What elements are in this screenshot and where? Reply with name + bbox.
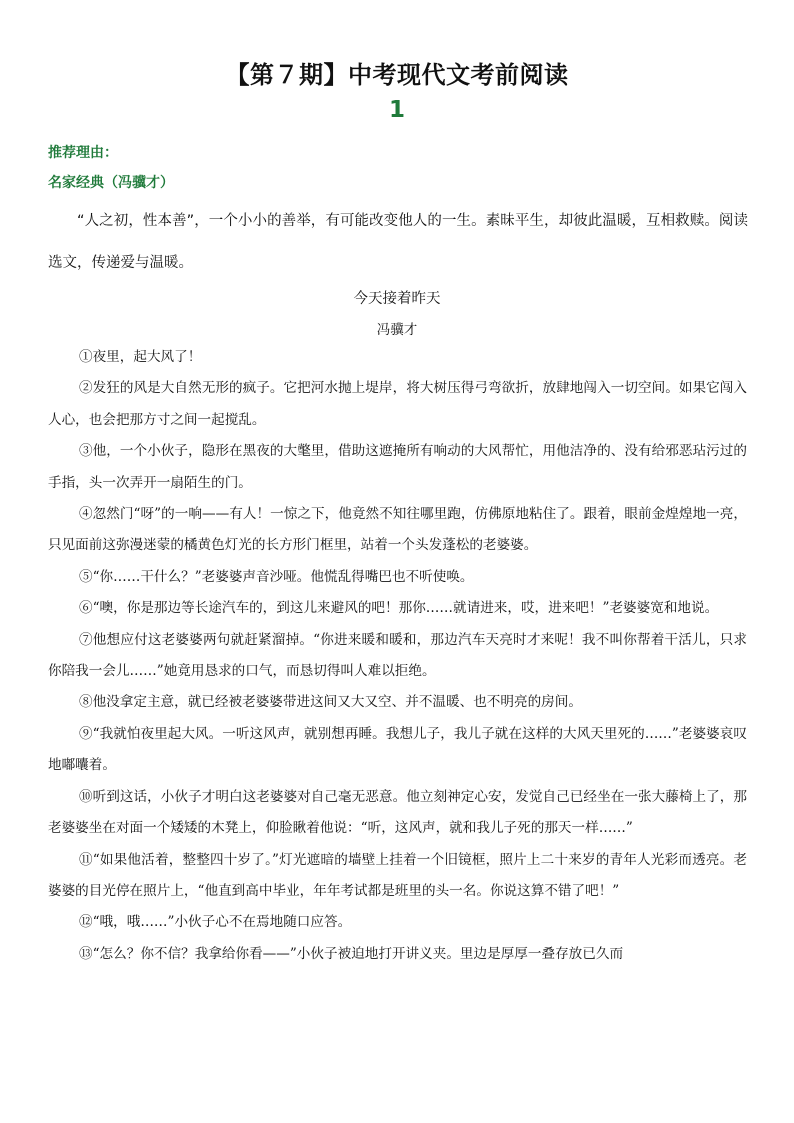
paragraph-9: ⑨“我就怕夜里起大风。一听这风声，就别想再睡。我想儿子，我儿子就在这样的大风天里死的……”老婆婆哀叹地嘟囔着。: [48, 725, 747, 774]
paragraph-6: ⑥“噢，你是那边等长途汽车的，到这儿来避风的吧！那你……就请进来，哎，进来吧！”老婆婆宽和地说。: [79, 600, 719, 617]
paragraph-12: ⑫“哦，哦……”小伙子心不在焉地随口应答。: [79, 914, 352, 931]
article-author: 冯骥才: [376, 322, 418, 338]
issue-number: 1: [388, 97, 405, 123]
page-title: 【第７期】中考现代文考前阅读: [225, 61, 569, 89]
recommend-text: “人之初，性本善”，一个小小的善举，有可能改变他人的一生。素昧平生，却彼此温暖，互相救赎。阅读选文，传递爱与温暖。: [48, 213, 748, 271]
recommend-source: 名家经典（冯骥才）: [48, 175, 174, 191]
paragraph-1: ①夜里，起大风了！: [79, 349, 202, 365]
paragraph-13: ⑬“怎么？你不信？我拿给你看——”小伙子被迫地打开讲义夹。里边是厚厚一叠存放已久而: [79, 945, 624, 962]
paragraph-11: ⑪“如果他活着，整整四十岁了。”灯光遮暗的墙壁上挂着一个旧镜框，照片上二十来岁的青年人光彩而透亮。老婆婆的目光停在照片上，“他直到高中毕业，年年考试都是班里的头一名。你说这算不错了吧！”: [48, 851, 747, 899]
article-title: 今天接着昨天: [353, 291, 441, 307]
paragraph-10: ⑩听到这话，小伙子才明白这老婆婆对自己毫无恶意。他立刻神定心安，发觉自己已经坐在一张大藤椅上了，那老婆婆坐在对面一个矮矮的木凳上，仰脸瞅着他说：“听，这风声，就和我儿子死的那天一样……”: [48, 788, 747, 837]
paragraph-2: ②发狂的风是大自然无形的疯子。它把河水抛上堤岸，将大树压得弓弯欲折，放肆地闯入一切空间。如果它闯入人心，也会把那方寸之间一起搅乱。: [48, 380, 747, 428]
recommend-label: 推荐理由：: [48, 145, 118, 161]
paragraph-8: ⑧他没拿定主意，就已经被老婆婆带进这间又大又空、并不温暖、也不明亮的房间。: [79, 694, 582, 711]
paragraph-3: ③他，一个小伙子，隐形在黑夜的大氅里，借助这遮掩所有响动的大风帮忙，用他洁净的、没有给邪恶玷污过的手指，头一次弄开一扇陌生的门。: [48, 443, 747, 491]
paragraph-5: ⑤“你……干什么？”老婆婆声音沙哑。他慌乱得嘴巴也不听使唤。: [79, 568, 474, 585]
paragraph-7: ⑦他想应付这老婆婆两句就赶紧溜掉。“你进来暖和暖和，那边汽车天亮时才来呢！我不叫你帮着干活儿，只求你陪我一会儿……”她竟用恳求的口气，而恳切得叫人难以拒绝。: [48, 631, 747, 680]
paragraph-4: ④忽然门“呀”的一响——有人！一惊之下，他竟然不知往哪里跑，仿佛原地粘住了。跟着，眼前金煌煌地一亮，只见面前这弥漫迷蒙的橘黄色灯光的长方形门框里，站着一个头发蓬松的老婆婆。: [48, 506, 747, 554]
article-body: [48, 342, 747, 970]
